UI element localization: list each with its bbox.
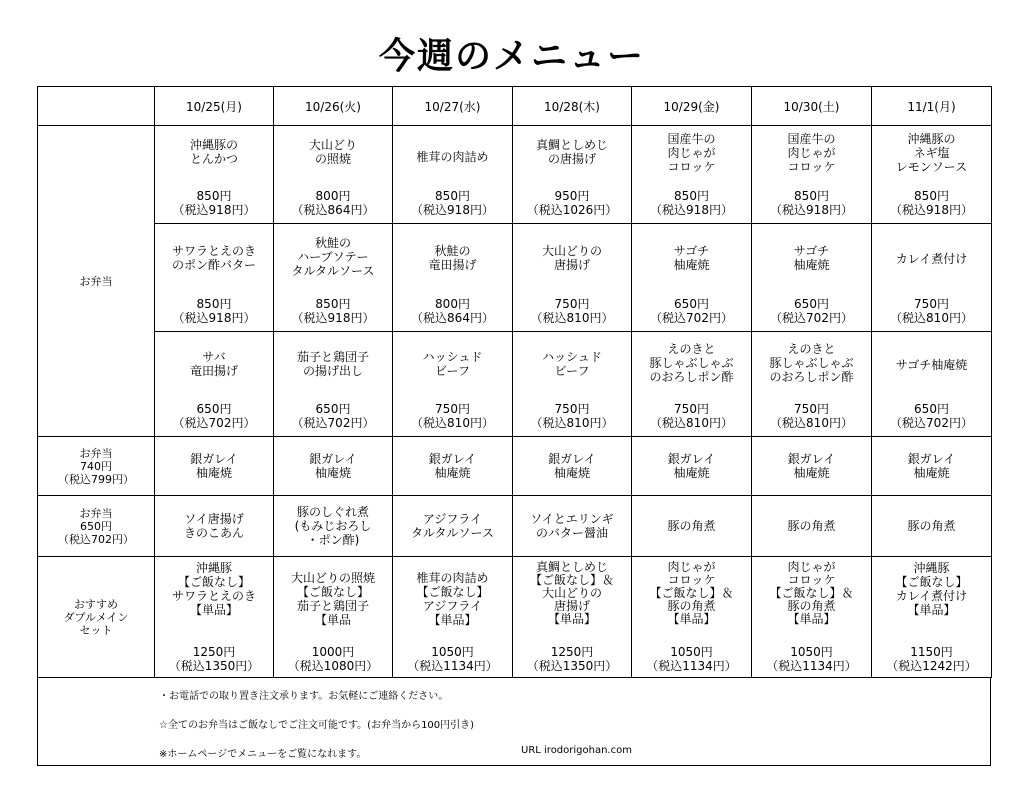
menu-cell [632, 557, 752, 678]
header-corner [38, 87, 155, 126]
bento-row-1 [38, 126, 992, 224]
menu-table [37, 86, 992, 678]
dish-tax-price: （税込864円） [411, 311, 494, 325]
dish-price: 650円 [674, 297, 709, 311]
menu-cell [752, 224, 872, 332]
dish-name: 椎茸の肉詰め [416, 150, 489, 164]
dish-price: 850円 [435, 189, 470, 203]
dish-tax-price: （税込810円） [770, 416, 853, 430]
date-header: 10/26(火) [274, 87, 393, 126]
dish-tax-price: （税込1242円） [886, 659, 977, 673]
dish-price: 750円 [554, 402, 590, 416]
date-header: 10/25(月) [155, 87, 274, 126]
menu-cell: 豚のしぐれ煮 (もみじおろし ・ポン酢) [274, 496, 393, 557]
dish-price: 650円 [196, 402, 232, 416]
dish-tax-price: （税込1134円） [766, 659, 857, 673]
menu-cell [393, 557, 513, 678]
page-title: 今週のメニュー [378, 36, 645, 77]
date-header-row [38, 87, 992, 126]
menu-cell: アジフライ タルタルソース [393, 496, 513, 557]
menu-cell [274, 332, 393, 437]
menu-cell: 銀ガレイ 柚庵焼 [155, 437, 274, 496]
dish-tax-price: （税込810円） [890, 311, 973, 325]
note-phone-order: ・お電話での取り置き注文承ります。お気軽にご連絡ください。 [159, 691, 449, 702]
dish-price: 950円 [554, 189, 590, 203]
dish-price: 750円 [674, 402, 709, 416]
dish-name: えのきと 豚しゃぶしゃぶ のおろしポン酢 [769, 342, 854, 384]
menu-cell: 銀ガレイ 柚庵焼 [872, 437, 992, 496]
dish-tax-price: （税込918円） [890, 203, 973, 217]
bento-row-3 [38, 332, 992, 437]
menu-cell: 銀ガレイ 柚庵焼 [513, 437, 632, 496]
menu-cell [632, 126, 752, 224]
dish-tax-price: （税込918円） [172, 203, 256, 217]
dish-tax-price: （税込918円） [650, 203, 733, 217]
dish-name: 沖縄豚 【ご飯なし】 サワラとえのき 【単品】 [171, 561, 256, 617]
menu-cell: 銀ガレイ 柚庵焼 [632, 437, 752, 496]
menu-cell [274, 126, 393, 224]
bento-740-row [38, 437, 992, 496]
dish-name: 沖縄豚の ネギ塩 レモンソース [895, 132, 968, 174]
date-header: 11/1(月) [872, 87, 992, 126]
menu-cell [872, 557, 992, 678]
dish-name: ハッシュド ビーフ [422, 350, 483, 378]
dish-name: 肉じゃが コロッケ 【ご飯なし】＆ 豚の角煮 【単品】 [769, 560, 854, 626]
menu-cell [872, 126, 992, 224]
dish-name: ハッシュド ビーフ [542, 350, 602, 378]
menu-cell [513, 557, 632, 678]
menu-cell [155, 126, 274, 224]
dish-name: 国産牛の 肉じゃが コロッケ [787, 132, 836, 174]
dish-tax-price: （税込1134円） [407, 659, 498, 673]
menu-cell [513, 224, 632, 332]
dish-tax-price: （税込702円） [890, 416, 973, 430]
date-header: 10/27(水) [393, 87, 513, 126]
menu-cell [274, 557, 393, 678]
dish-name: 大山どり の照焼 [308, 138, 357, 166]
note-homepage: ※ホームページでメニューをご覧になれます。 [159, 749, 367, 760]
dish-name: サゴチ 柚庵焼 [673, 244, 710, 272]
dish-name: カレイ煮付け [895, 252, 968, 266]
menu-cell: ソイとエリンギ のバター醤油 [513, 496, 632, 557]
row-label-bento-650: お弁当 650円 （税込702円） [38, 496, 155, 557]
dish-name: 真鯛としめじ 【ご飯なし】＆ 大山どりの 唐揚げ 【単品】 [529, 560, 614, 626]
menu-cell [513, 332, 632, 437]
dish-name: 椎茸の肉詰め 【ご飯なし】 アジフライ 【単品】 [416, 571, 489, 627]
dish-tax-price: （税込1080円） [287, 659, 379, 673]
menu-cell [632, 224, 752, 332]
dish-tax-price: （税込918円） [770, 203, 853, 217]
note-no-rice: ☆全てのお弁当はご飯なしでご注文可能です。(お弁当から100円引き) [159, 720, 475, 731]
dish-name: サゴチ 柚庵焼 [793, 244, 830, 272]
dish-name: えのきと 豚しゃぶしゃぶ のおろしポン酢 [649, 342, 734, 384]
row-label-double-main: おすすめ ダブルメイン セット [38, 557, 155, 678]
dish-price: 850円 [794, 189, 829, 203]
dish-name: サゴチ柚庵焼 [895, 358, 968, 372]
dish-tax-price: （税込810円） [530, 311, 614, 325]
date-header: 10/30(土) [752, 87, 872, 126]
date-header: 10/29(金) [632, 87, 752, 126]
menu-cell: 豚の角煮 [632, 496, 752, 557]
dish-price: 750円 [794, 402, 829, 416]
dish-price: 1050円 [431, 645, 474, 659]
dish-tax-price: （税込918円） [172, 311, 256, 325]
dish-price: 1050円 [790, 645, 833, 659]
dish-tax-price: （税込864円） [291, 203, 375, 217]
dish-name: 茄子と鶏団子 の揚げ出し [296, 350, 369, 378]
dish-price: 850円 [196, 189, 232, 203]
dish-price: 850円 [315, 297, 351, 311]
menu-cell: 銀ガレイ 柚庵焼 [752, 437, 872, 496]
menu-cell: 銀ガレイ 柚庵焼 [393, 437, 513, 496]
menu-cell [752, 126, 872, 224]
dish-price: 1250円 [192, 645, 236, 659]
menu-cell [155, 557, 274, 678]
dish-price: 800円 [435, 297, 470, 311]
menu-cell [513, 126, 632, 224]
dish-price: 1050円 [670, 645, 713, 659]
dish-tax-price: （税込810円） [411, 416, 494, 430]
dish-tax-price: （税込810円） [650, 416, 733, 430]
menu-cell [752, 557, 872, 678]
homepage-url[interactable]: URL irodorigohan.com [521, 745, 632, 756]
dish-name: 沖縄豚の とんかつ [189, 138, 238, 166]
dish-price: 750円 [914, 297, 949, 311]
date-header: 10/28(木) [513, 87, 632, 126]
menu-cell [155, 332, 274, 437]
dish-tax-price: （税込1350円） [168, 659, 260, 673]
menu-cell [393, 224, 513, 332]
menu-cell [752, 332, 872, 437]
bento-row-2 [38, 224, 992, 332]
dish-price: 650円 [794, 297, 829, 311]
dish-tax-price: （税込702円） [650, 311, 733, 325]
dish-tax-price: （税込810円） [530, 416, 614, 430]
menu-cell [872, 332, 992, 437]
dish-name: サバ 竜田揚げ [189, 350, 238, 378]
dish-price: 850円 [196, 297, 232, 311]
dish-name: 肉じゃが コロッケ 【ご飯なし】＆ 豚の角煮 【単品】 [649, 560, 734, 626]
dish-tax-price: （税込702円） [770, 311, 853, 325]
dish-tax-price: （税込918円） [291, 311, 375, 325]
menu-cell [872, 224, 992, 332]
dish-tax-price: （税込1134円） [646, 659, 737, 673]
dish-price: 750円 [435, 402, 470, 416]
menu-cell [393, 126, 513, 224]
dish-price: 1000円 [311, 645, 355, 659]
dish-price: 750円 [554, 297, 590, 311]
dish-price: 850円 [674, 189, 709, 203]
dish-name: 真鯛としめじ の唐揚げ [535, 138, 608, 166]
dish-name: 沖縄豚 【ご飯なし】 カレイ煮付け 【単品】 [895, 561, 968, 617]
dish-name: 国産牛の 肉じゃが コロッケ [667, 132, 716, 174]
row-label-bento: お弁当 [38, 126, 155, 437]
dish-tax-price: （税込702円） [172, 416, 256, 430]
dish-name: 秋鮭の 竜田揚げ [428, 244, 477, 272]
dish-tax-price: （税込1026円） [526, 203, 618, 217]
dish-name: サワラとえのき のポン酢バター [171, 244, 256, 272]
menu-cell [155, 224, 274, 332]
dish-name: 秋鮭の ハーブソテー タルタルソース [291, 236, 375, 278]
dish-price: 650円 [315, 402, 351, 416]
double-main-row [38, 557, 992, 678]
dish-tax-price: （税込1350円） [526, 659, 618, 673]
menu-cell: 豚の角煮 [872, 496, 992, 557]
dish-price: 1250円 [550, 645, 594, 659]
dish-tax-price: （税込918円） [411, 203, 494, 217]
notes-box [37, 678, 991, 766]
dish-price: 850円 [914, 189, 949, 203]
dish-price: 1150円 [910, 645, 953, 659]
row-label-bento-740: お弁当 740円 （税込799円） [38, 437, 155, 496]
dish-name: 大山どりの照焼 【ご飯なし】 茄子と鶏団子 【単品 [290, 571, 375, 627]
dish-price: 650円 [914, 402, 949, 416]
dish-price: 800円 [315, 189, 351, 203]
menu-cell [632, 332, 752, 437]
menu-cell [393, 332, 513, 437]
dish-tax-price: （税込702円） [291, 416, 375, 430]
menu-cell [274, 224, 393, 332]
menu-cell: 銀ガレイ 柚庵焼 [274, 437, 393, 496]
menu-cell: ソイ唐揚げ きのこあん [155, 496, 274, 557]
menu-cell: 豚の角煮 [752, 496, 872, 557]
dish-name: 大山どりの 唐揚げ [541, 244, 602, 272]
bento-650-row [38, 496, 992, 557]
